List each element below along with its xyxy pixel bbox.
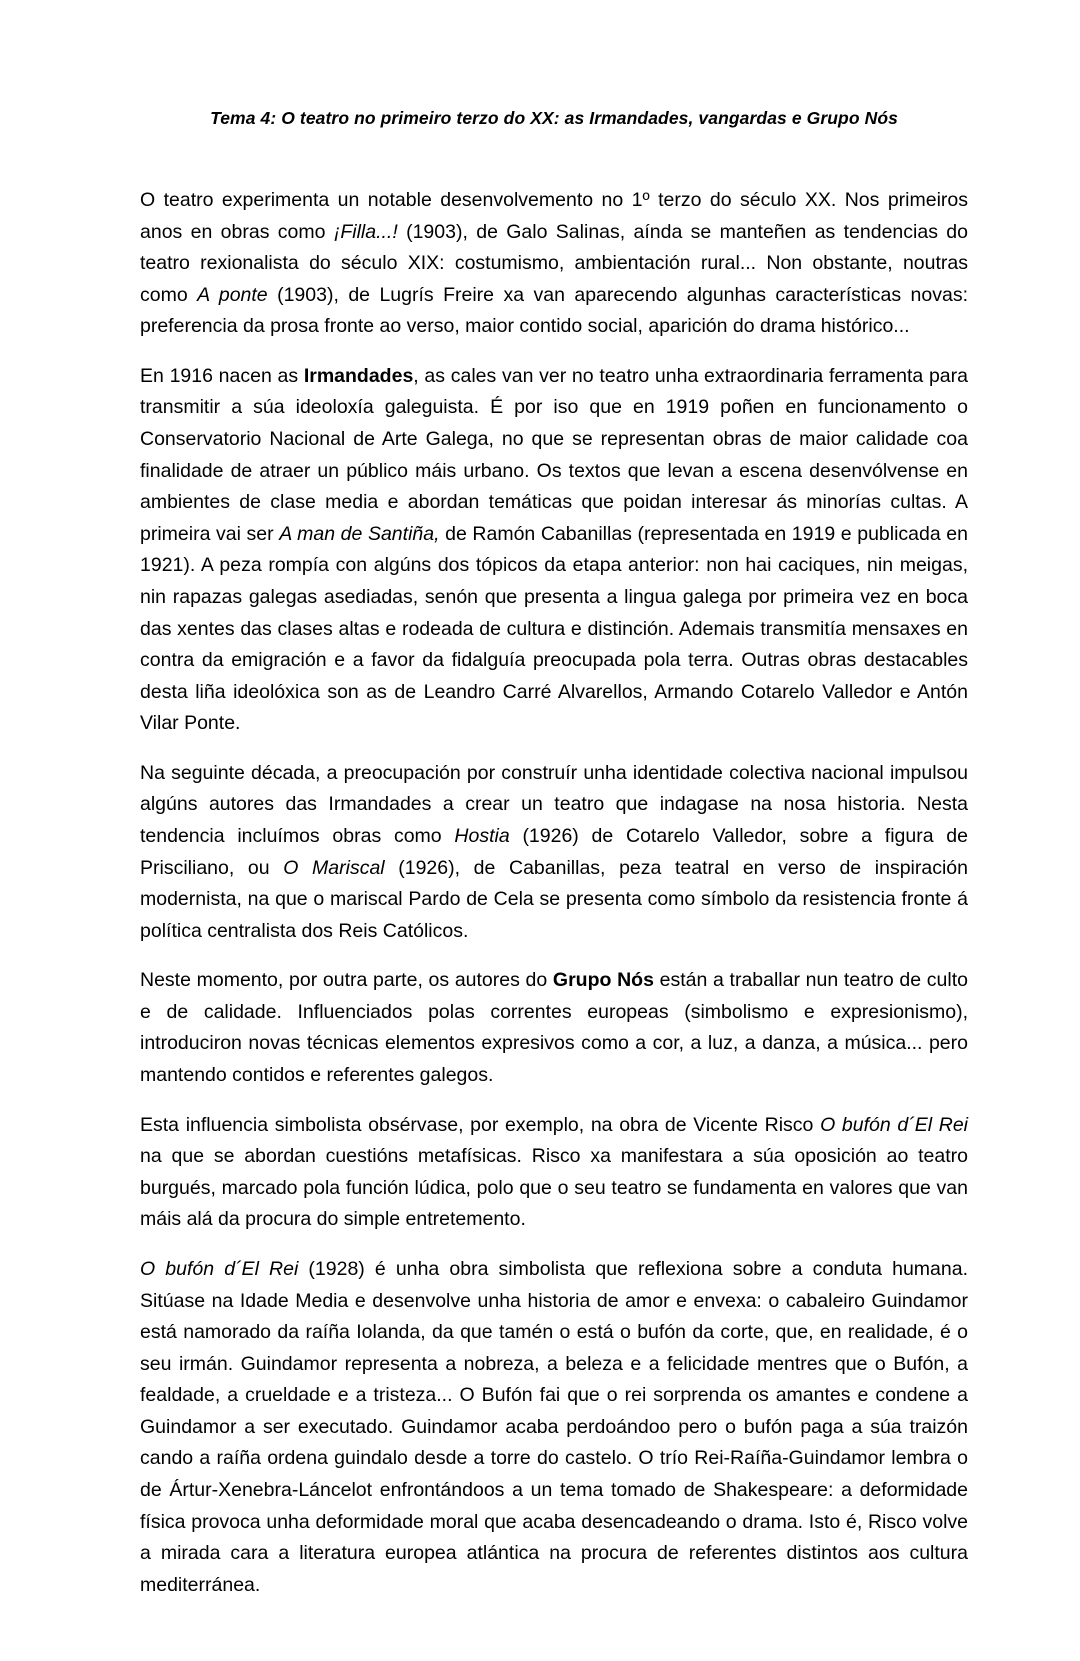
italic-run: ¡Filla...! (333, 220, 398, 243)
text-run: En 1916 nacen as (140, 364, 304, 387)
paragraph (140, 1254, 968, 1601)
text-run: na que se abordan cuestións metafísicas. Risco xa manifestara a súa oposición ao teatro burgués, marcado pola función lúdica, polo que o seu teatro se fundamenta en valores que van máis alá da procura do simple entretemento. (140, 1145, 968, 1231)
italic-run: Hostia (454, 824, 510, 847)
text-run: de Ramón Cabanillas (representada en 1919 e publicada en 1921). A peza rompía con algúns dos tópicos da etapa anterior: non hai caciques, nin meigas, nin rapazas galegas asediadas, senón que presenta a lingua galega por primeira vez en boca das xentes das clases altas e rodeada de cultura e distinción. Ademais transmitía mensaxes en contra da emigración e a favor da fidalguía preocupada pola terra. Outras obras destacables desta liña ideolóxica son as de Leandro Carré Alvarellos, Armando Cotarelo Valledor e Antón Vilar Ponte. (140, 522, 968, 735)
italic-run: O bufón d´El Rei (820, 1113, 969, 1136)
text-run: (1903), de Galo Salinas, aínda se manteñen as tendencias do teatro rexionalista do século XIX: costumismo, ambientación rural... Non obstante, noutras como (140, 220, 968, 306)
paragraph (140, 1110, 968, 1236)
paragraph (140, 185, 968, 343)
text-run: (1928) é unha obra simbolista que reflexiona sobre a conduta humana. Sitúase na Idade Media e desenvolve unha historia de amor e envexa: o cabaleiro Guindamor está namorado da raíña Iolanda, da que tamén o está o bufón da corte, que, en realidade, é o seu irmán. Guindamor representa a nobreza, a beleza e a felicidade mentres que o Bufón, a fealdade, a crueldade e a tristeza... O Bufón fai que o rei sorprenda os amantes e condene a Guindamor a ser executado. Guindamor acaba perdoándoo pero o bufón paga a súa traizón cando a raíña ordena guindalo desde a torre do castelo. O trío Rei-Raíña-Guindamor lembra o de Ártur-Xenebra-Láncelot enfrontándoos a un tema tomado de Shakespeare: a deformidade física provoca unha deformidade moral que acaba desencadeando o drama. Isto é, Risco volve a mirada cara a literatura europea atlántica na procura de referentes distintos aos cultura mediterránea. (140, 1257, 969, 1596)
text-run: (1903), de Lugrís Freire xa van aparecendo algunhas características novas: preferencia da prosa fronte ao verso, maior contido social, aparición do drama histórico... (140, 283, 968, 338)
text-run: Esta influencia simbolista obsérvase, por exemplo, na obra de Vicente Risco (140, 1113, 821, 1136)
document-body (140, 185, 968, 1601)
text-run: están a traballar nun teatro de culto e de calidade. Influenciados polas correntes europeas (simbolismo e expresionismo), introduciron novas técnicas elementos expresivos como a cor, a luz, a danza, a música... pero mantendo contidos e referentes galegos. (140, 969, 968, 1087)
paragraph (140, 361, 968, 740)
text-run: O teatro experimenta un notable desenvolvemento no 1º terzo do século XX. Nos primeiros anos en obras como (140, 189, 968, 243)
page-title: Tema 4: O teatro no primeiro terzo do XX: as Irmandades, vangardas e Grupo Nós (210, 108, 898, 128)
bold-run: Grupo Nós (552, 969, 654, 992)
italic-run: A man de Santiña, (279, 522, 440, 545)
italic-run: O Mariscal (283, 856, 385, 879)
text-run: (1926), de Cabanillas, peza teatral en verso de inspiración modernista, na que o mariscal Pardo de Cela se presenta como símbolo da resistencia fronte á política centralista dos Reis Católicos. (140, 856, 968, 942)
text-run: Na seguinte década, a preocupación por construír unha identidade colectiva nacional impulsou algúns autores das Irmandades a crear un teatro que indagase na nosa historia. Nesta tendencia incluímos obras como (140, 761, 968, 847)
italic-run: O bufón d´El Rei (140, 1257, 299, 1280)
text-run: Neste momento, por outra parte, os autores do (140, 969, 553, 992)
text-run: (1926) de Cotarelo Valledor, sobre a figura de Prisciliano, ou (140, 824, 968, 879)
italic-run: A ponte (197, 283, 268, 306)
text-run: , as cales van ver no teatro unha extraordinaria ferramenta para transmitir a súa ideoloxía galeguista. É por iso que en 1919 poñen en funcionamento o Conservatorio Nacional de Arte Galega, no que se representan obras de maior calidade coa finalidade de atraer un público máis urbano. Os textos que levan a escena desenvólvense en ambientes de clase media e abordan temáticas que poidan interesar ás minorías cultas. A primeira vai ser (140, 364, 968, 545)
bold-run: Irmandades (303, 364, 414, 387)
paragraph (140, 965, 968, 1091)
paragraph (140, 758, 968, 947)
